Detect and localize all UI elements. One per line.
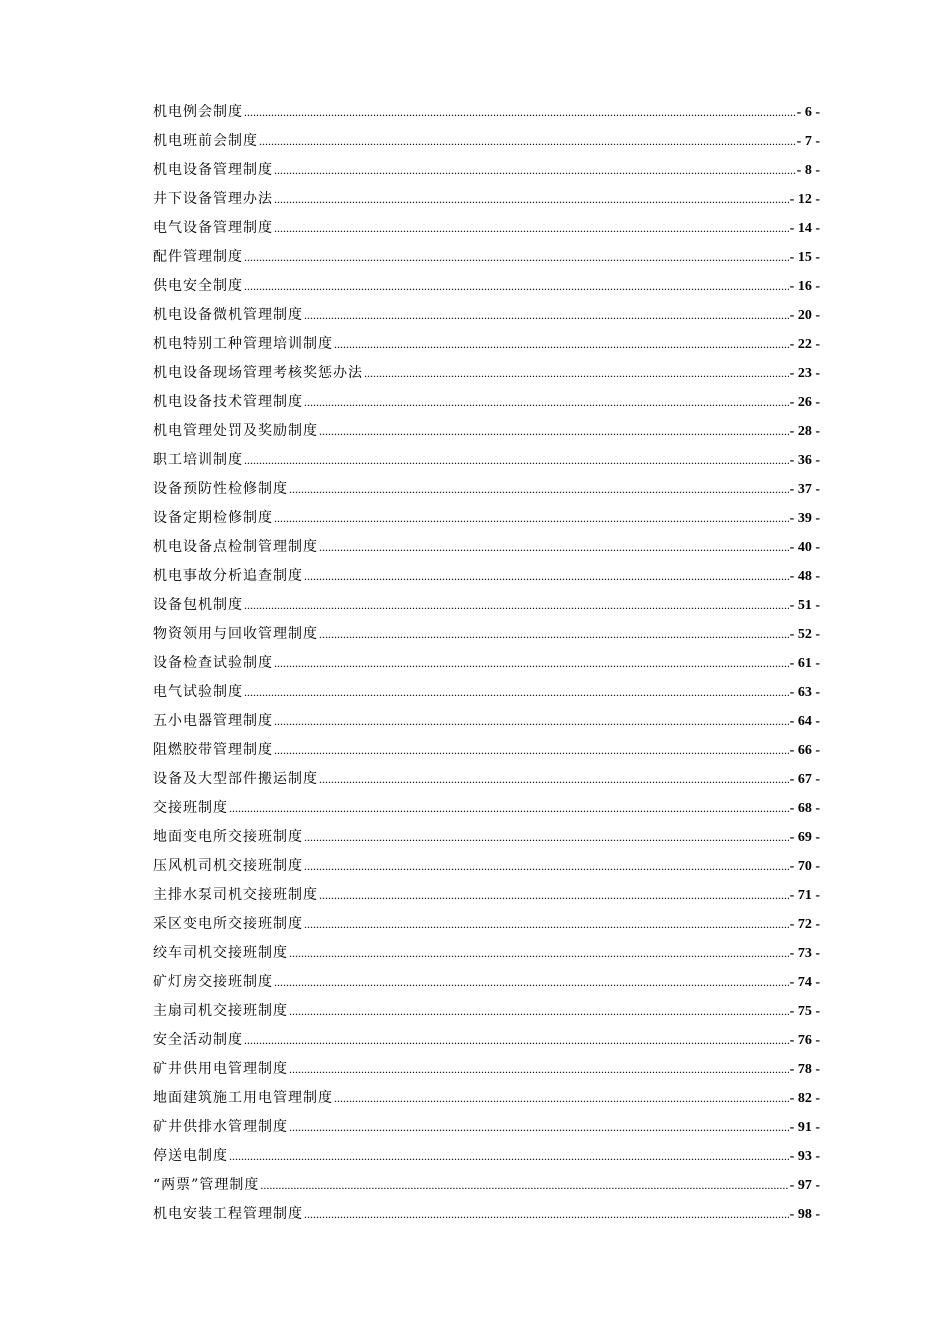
toc-dot-leader <box>244 446 789 475</box>
toc-dot-leader <box>274 736 789 765</box>
toc-entry[interactable] <box>153 1142 820 1171</box>
toc-dot-leader <box>244 591 789 620</box>
toc-entry-title: 采区变电所交接班制度 <box>153 916 303 932</box>
toc-dot-leader <box>244 678 789 707</box>
toc-entry-title: 配件管理制度 <box>153 249 243 265</box>
toc-entry-page-number: - 51 - <box>789 598 820 613</box>
toc-entry-page-number: - 75 - <box>789 1004 820 1019</box>
toc-entry[interactable] <box>153 997 820 1026</box>
toc-dot-leader <box>334 1084 789 1113</box>
toc-entry[interactable] <box>153 301 820 330</box>
toc-entry-title: 矿井供排水管理制度 <box>153 1119 288 1135</box>
toc-entry-page-number: - 39 - <box>789 511 820 526</box>
toc-entry-page-number: - 26 - <box>789 395 820 410</box>
toc-entry-title: 设备包机制度 <box>153 597 243 613</box>
toc-entry-page-number: - 40 - <box>789 540 820 555</box>
toc-entry-title: 地面变电所交接班制度 <box>153 829 303 845</box>
toc-entry[interactable] <box>153 736 820 765</box>
toc-entry[interactable] <box>153 243 820 272</box>
toc-entry-title: 绞车司机交接班制度 <box>153 945 288 961</box>
toc-entry-title: 电气设备管理制度 <box>153 220 273 236</box>
toc-dot-leader <box>274 214 789 243</box>
toc-entry-page-number: - 74 - <box>789 975 820 990</box>
toc-entry-title: 设备定期检修制度 <box>153 510 273 526</box>
toc-dot-leader <box>334 330 789 359</box>
toc-entry-page-number: - 67 - <box>789 772 820 787</box>
toc-entry[interactable] <box>153 765 820 794</box>
toc-entry-page-number: - 71 - <box>789 888 820 903</box>
toc-dot-leader <box>244 272 789 301</box>
toc-entry-page-number: - 73 - <box>789 946 820 961</box>
toc-entry-title: 机电事故分析追查制度 <box>153 568 303 584</box>
toc-entry-page-number: - 97 - <box>789 1178 820 1193</box>
toc-entry-page-number: - 76 - <box>789 1033 820 1048</box>
toc-entry[interactable] <box>153 881 820 910</box>
toc-entry[interactable] <box>153 1171 820 1200</box>
toc-entry[interactable] <box>153 939 820 968</box>
toc-dot-leader <box>259 127 796 156</box>
toc-entry-page-number: - 91 - <box>789 1120 820 1135</box>
toc-dot-leader <box>364 359 789 388</box>
toc-dot-leader <box>304 388 789 417</box>
toc-entry-title: “两票”管理制度 <box>153 1177 260 1193</box>
toc-entry[interactable] <box>153 533 820 562</box>
toc-entry-page-number: - 37 - <box>789 482 820 497</box>
toc-dot-leader <box>274 649 789 678</box>
toc-entry[interactable] <box>153 852 820 881</box>
toc-dot-leader <box>274 185 789 214</box>
toc-entry-page-number: - 98 - <box>789 1207 820 1222</box>
toc-entry-title: 设备检查试验制度 <box>153 655 273 671</box>
toc-entry-title: 停送电制度 <box>153 1148 228 1164</box>
toc-entry-page-number: - 36 - <box>789 453 820 468</box>
toc-dot-leader <box>304 852 789 881</box>
toc-entry[interactable] <box>153 823 820 852</box>
toc-entry-page-number: - 48 - <box>789 569 820 584</box>
toc-entry-page-number: - 63 - <box>789 685 820 700</box>
toc-entry-title: 机电例会制度 <box>153 104 243 120</box>
toc-entry-page-number: - 72 - <box>789 917 820 932</box>
toc-entry[interactable] <box>153 1200 820 1229</box>
toc-entry-title: 设备预防性检修制度 <box>153 481 288 497</box>
toc-entry-title: 主排水泵司机交接班制度 <box>153 887 318 903</box>
toc-dot-leader <box>229 794 789 823</box>
toc-dot-leader <box>304 910 789 939</box>
toc-entry-page-number: - 20 - <box>789 308 820 323</box>
toc-entry[interactable] <box>153 910 820 939</box>
toc-dot-leader <box>304 301 789 330</box>
toc-entry[interactable] <box>153 185 820 214</box>
toc-entry[interactable] <box>153 475 820 504</box>
toc-entry-title: 物资领用与回收管理制度 <box>153 626 318 642</box>
toc-dot-leader <box>260 1171 788 1200</box>
toc-dot-leader <box>319 881 789 910</box>
toc-entry-title: 矿井供用电管理制度 <box>153 1061 288 1077</box>
toc-dot-leader <box>289 997 789 1026</box>
toc-entry-title: 机电特别工种管理培训制度 <box>153 336 333 352</box>
toc-dot-leader <box>244 1026 789 1055</box>
toc-dot-leader <box>274 156 796 185</box>
toc-entry-title: 主扇司机交接班制度 <box>153 1003 288 1019</box>
toc-entry-title: 机电设备技术管理制度 <box>153 394 303 410</box>
toc-entry[interactable] <box>153 794 820 823</box>
toc-entry-title: 供电安全制度 <box>153 278 243 294</box>
toc-entry[interactable] <box>153 620 820 649</box>
toc-entry[interactable] <box>153 1026 820 1055</box>
toc-dot-leader <box>244 243 789 272</box>
toc-entry-page-number: - 82 - <box>789 1091 820 1106</box>
toc-entry[interactable] <box>153 446 820 475</box>
toc-dot-leader <box>289 1113 789 1142</box>
toc-entry-page-number: - 7 - <box>796 134 820 149</box>
toc-entry[interactable] <box>153 359 820 388</box>
toc-entry[interactable] <box>153 214 820 243</box>
toc-dot-leader <box>304 823 789 852</box>
toc-entry[interactable] <box>153 1084 820 1113</box>
toc-dot-leader <box>319 533 789 562</box>
toc-entry-title: 机电设备现场管理考核奖惩办法 <box>153 365 363 381</box>
toc-dot-leader <box>289 1055 789 1084</box>
toc-entry-title: 机电管理处罚及奖励制度 <box>153 423 318 439</box>
toc-entry-page-number: - 64 - <box>789 714 820 729</box>
toc-entry-page-number: - 15 - <box>789 250 820 265</box>
toc-entry[interactable] <box>153 417 820 446</box>
toc-entry-title: 设备及大型部件搬运制度 <box>153 771 318 787</box>
toc-entry[interactable] <box>153 504 820 533</box>
toc-entry-title: 地面建筑施工用电管理制度 <box>153 1090 333 1106</box>
toc-entry[interactable] <box>153 591 820 620</box>
toc-entry[interactable] <box>153 98 820 127</box>
toc-entry-title: 井下设备管理办法 <box>153 191 273 207</box>
toc-entry[interactable] <box>153 1113 820 1142</box>
toc-entry-title: 安全活动制度 <box>153 1032 243 1048</box>
toc-entry-page-number: - 14 - <box>789 221 820 236</box>
toc-dot-leader <box>244 98 796 127</box>
toc-entry-page-number: - 93 - <box>789 1149 820 1164</box>
toc-dot-leader <box>304 1200 789 1229</box>
toc-entry-title: 电气试验制度 <box>153 684 243 700</box>
toc-entry-page-number: - 61 - <box>789 656 820 671</box>
toc-entry-page-number: - 52 - <box>789 627 820 642</box>
toc-entry[interactable] <box>153 272 820 301</box>
toc-entry[interactable] <box>153 562 820 591</box>
toc-entry-page-number: - 23 - <box>789 366 820 381</box>
toc-entry[interactable] <box>153 1055 820 1084</box>
toc-entry-page-number: - 28 - <box>789 424 820 439</box>
toc-entry[interactable] <box>153 388 820 417</box>
toc-entry-title: 阻燃胶带管理制度 <box>153 742 273 758</box>
toc-dot-leader <box>319 620 789 649</box>
toc-dot-leader <box>274 504 789 533</box>
table-of-contents <box>153 98 820 1229</box>
toc-entry-page-number: - 12 - <box>789 192 820 207</box>
toc-dot-leader <box>304 562 789 591</box>
toc-entry-title: 五小电器管理制度 <box>153 713 273 729</box>
toc-entry[interactable] <box>153 678 820 707</box>
toc-entry-page-number: - 66 - <box>789 743 820 758</box>
toc-dot-leader <box>274 968 789 997</box>
toc-entry-title: 机电设备管理制度 <box>153 162 273 178</box>
toc-entry[interactable] <box>153 707 820 736</box>
toc-entry-page-number: - 22 - <box>789 337 820 352</box>
toc-entry-page-number: - 6 - <box>796 105 820 120</box>
toc-dot-leader <box>229 1142 789 1171</box>
toc-entry-title: 机电设备微机管理制度 <box>153 307 303 323</box>
toc-entry[interactable] <box>153 156 820 185</box>
toc-dot-leader <box>289 475 789 504</box>
toc-entry-page-number: - 78 - <box>789 1062 820 1077</box>
toc-entry-page-number: - 8 - <box>796 163 820 178</box>
toc-entry-page-number: - 69 - <box>789 830 820 845</box>
toc-entry-title: 压风机司机交接班制度 <box>153 858 303 874</box>
toc-entry-title: 职工培训制度 <box>153 452 243 468</box>
toc-entry-title: 机电班前会制度 <box>153 133 258 149</box>
toc-dot-leader <box>319 417 789 446</box>
toc-entry[interactable] <box>153 649 820 678</box>
toc-entry[interactable] <box>153 968 820 997</box>
toc-entry-title: 机电安装工程管理制度 <box>153 1206 303 1222</box>
toc-entry-page-number: - 16 - <box>789 279 820 294</box>
toc-entry-page-number: - 68 - <box>789 801 820 816</box>
toc-dot-leader <box>274 707 789 736</box>
toc-entry-title: 机电设备点检制管理制度 <box>153 539 318 555</box>
toc-dot-leader <box>319 765 789 794</box>
toc-entry-title: 交接班制度 <box>153 800 228 816</box>
toc-entry-title: 矿灯房交接班制度 <box>153 974 273 990</box>
toc-entry[interactable] <box>153 330 820 359</box>
toc-entry[interactable] <box>153 127 820 156</box>
toc-entry-page-number: - 70 - <box>789 859 820 874</box>
toc-dot-leader <box>289 939 789 968</box>
